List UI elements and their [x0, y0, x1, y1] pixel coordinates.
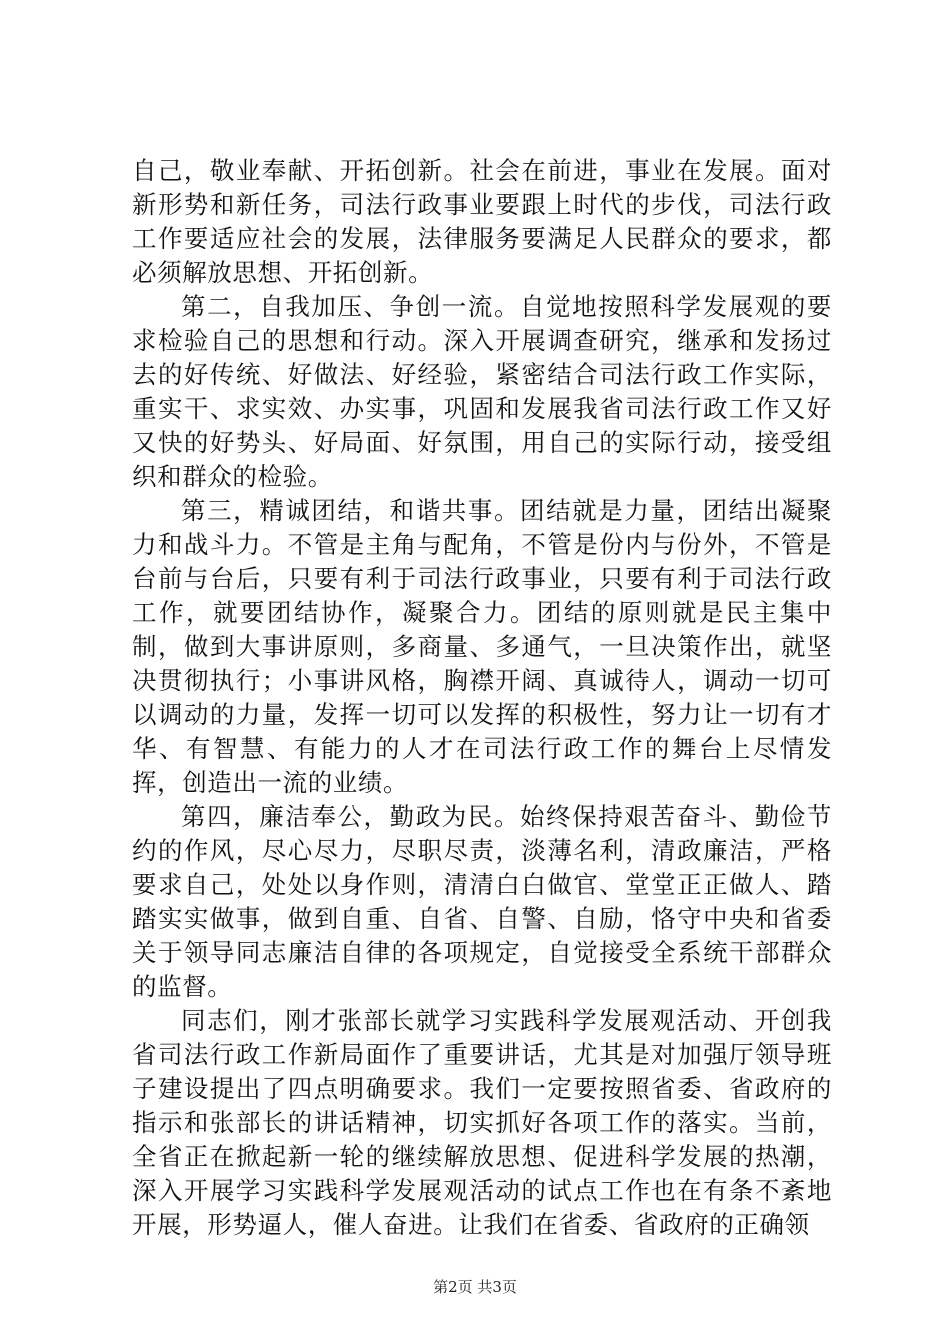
paragraph-2: 第二，自我加压、争创一流。自觉地按照科学发展观的要求检验自己的思想和行动。深入开展调查研究，继承和发扬过去的好传统、好做法、好经验，紧密结合司法行政工作实际，重实干、求实效、办实事，巩固和发展我省司法行政工作又好又快的好势头、好局面、好氛围，用自己的实际行动，接受组织和群众的检验。: [132, 292, 832, 491]
paragraph-3: 第三，精诚团结，和谐共事。团结就是力量，团结出凝聚力和战斗力。不管是主角与配角，不管是份内与份外，不管是台前与台后，只要有利于司法行政事业，只要有利于司法行政工作，就要团结协作，凝聚合力。团结的原则就是民主集中制，做到大事讲原则，多商量、多通气，一旦决策作出，就坚决贯彻执行；小事讲风格，胸襟开阔、真诚待人，调动一切可以调动的力量，发挥一切可以发挥的积极性，努力让一切有才华、有智慧、有能力的人才在司法行政工作的舞台上尽情发挥，创造出一流的业绩。: [132, 496, 832, 797]
paragraph-5: 同志们，刚才张部长就学习实践科学发展观活动、开创我省司法行政工作新局面作了重要讲话，尤其是对加强厅领导班子建设提出了四点明确要求。我们一定要按照省委、省政府的指示和张部长的讲话精神，切实抓好各项工作的落实。当前，全省正在掀起新一轮的继续解放思想、促进科学发展的热潮，深入开展学习实践科学发展观活动的试点工作也在有条不紊地开展，形势逼人，催人奋进。让我们在省委、省政府的正确领: [132, 1006, 832, 1239]
paragraph-1: 自己，敬业奉献、开拓创新。社会在前进，事业在发展。面对新形势和新任务，司法行政事业要跟上时代的步伐，司法行政工作要适应社会的发展，法律服务要满足人民群众的要求，都必须解放思想、开拓创新。: [132, 156, 832, 287]
document-body: [132, 154, 832, 1242]
page-footer: 第2页 共3页: [433, 1278, 517, 1296]
paragraph-4: 第四，廉洁奉公，勤政为民。始终保持艰苦奋斗、勤俭节约的作风，尽心尽力，尽职尽责，淡薄名利，清政廉洁，严格要求自己，处处以身作则，清清白白做官、堂堂正正做人、踏踏实实做事，做到自重、自省、自警、自励，恪守中央和省委关于领导同志廉洁自律的各项规定，自觉接受全系统干部群众的监督。: [132, 802, 832, 1001]
